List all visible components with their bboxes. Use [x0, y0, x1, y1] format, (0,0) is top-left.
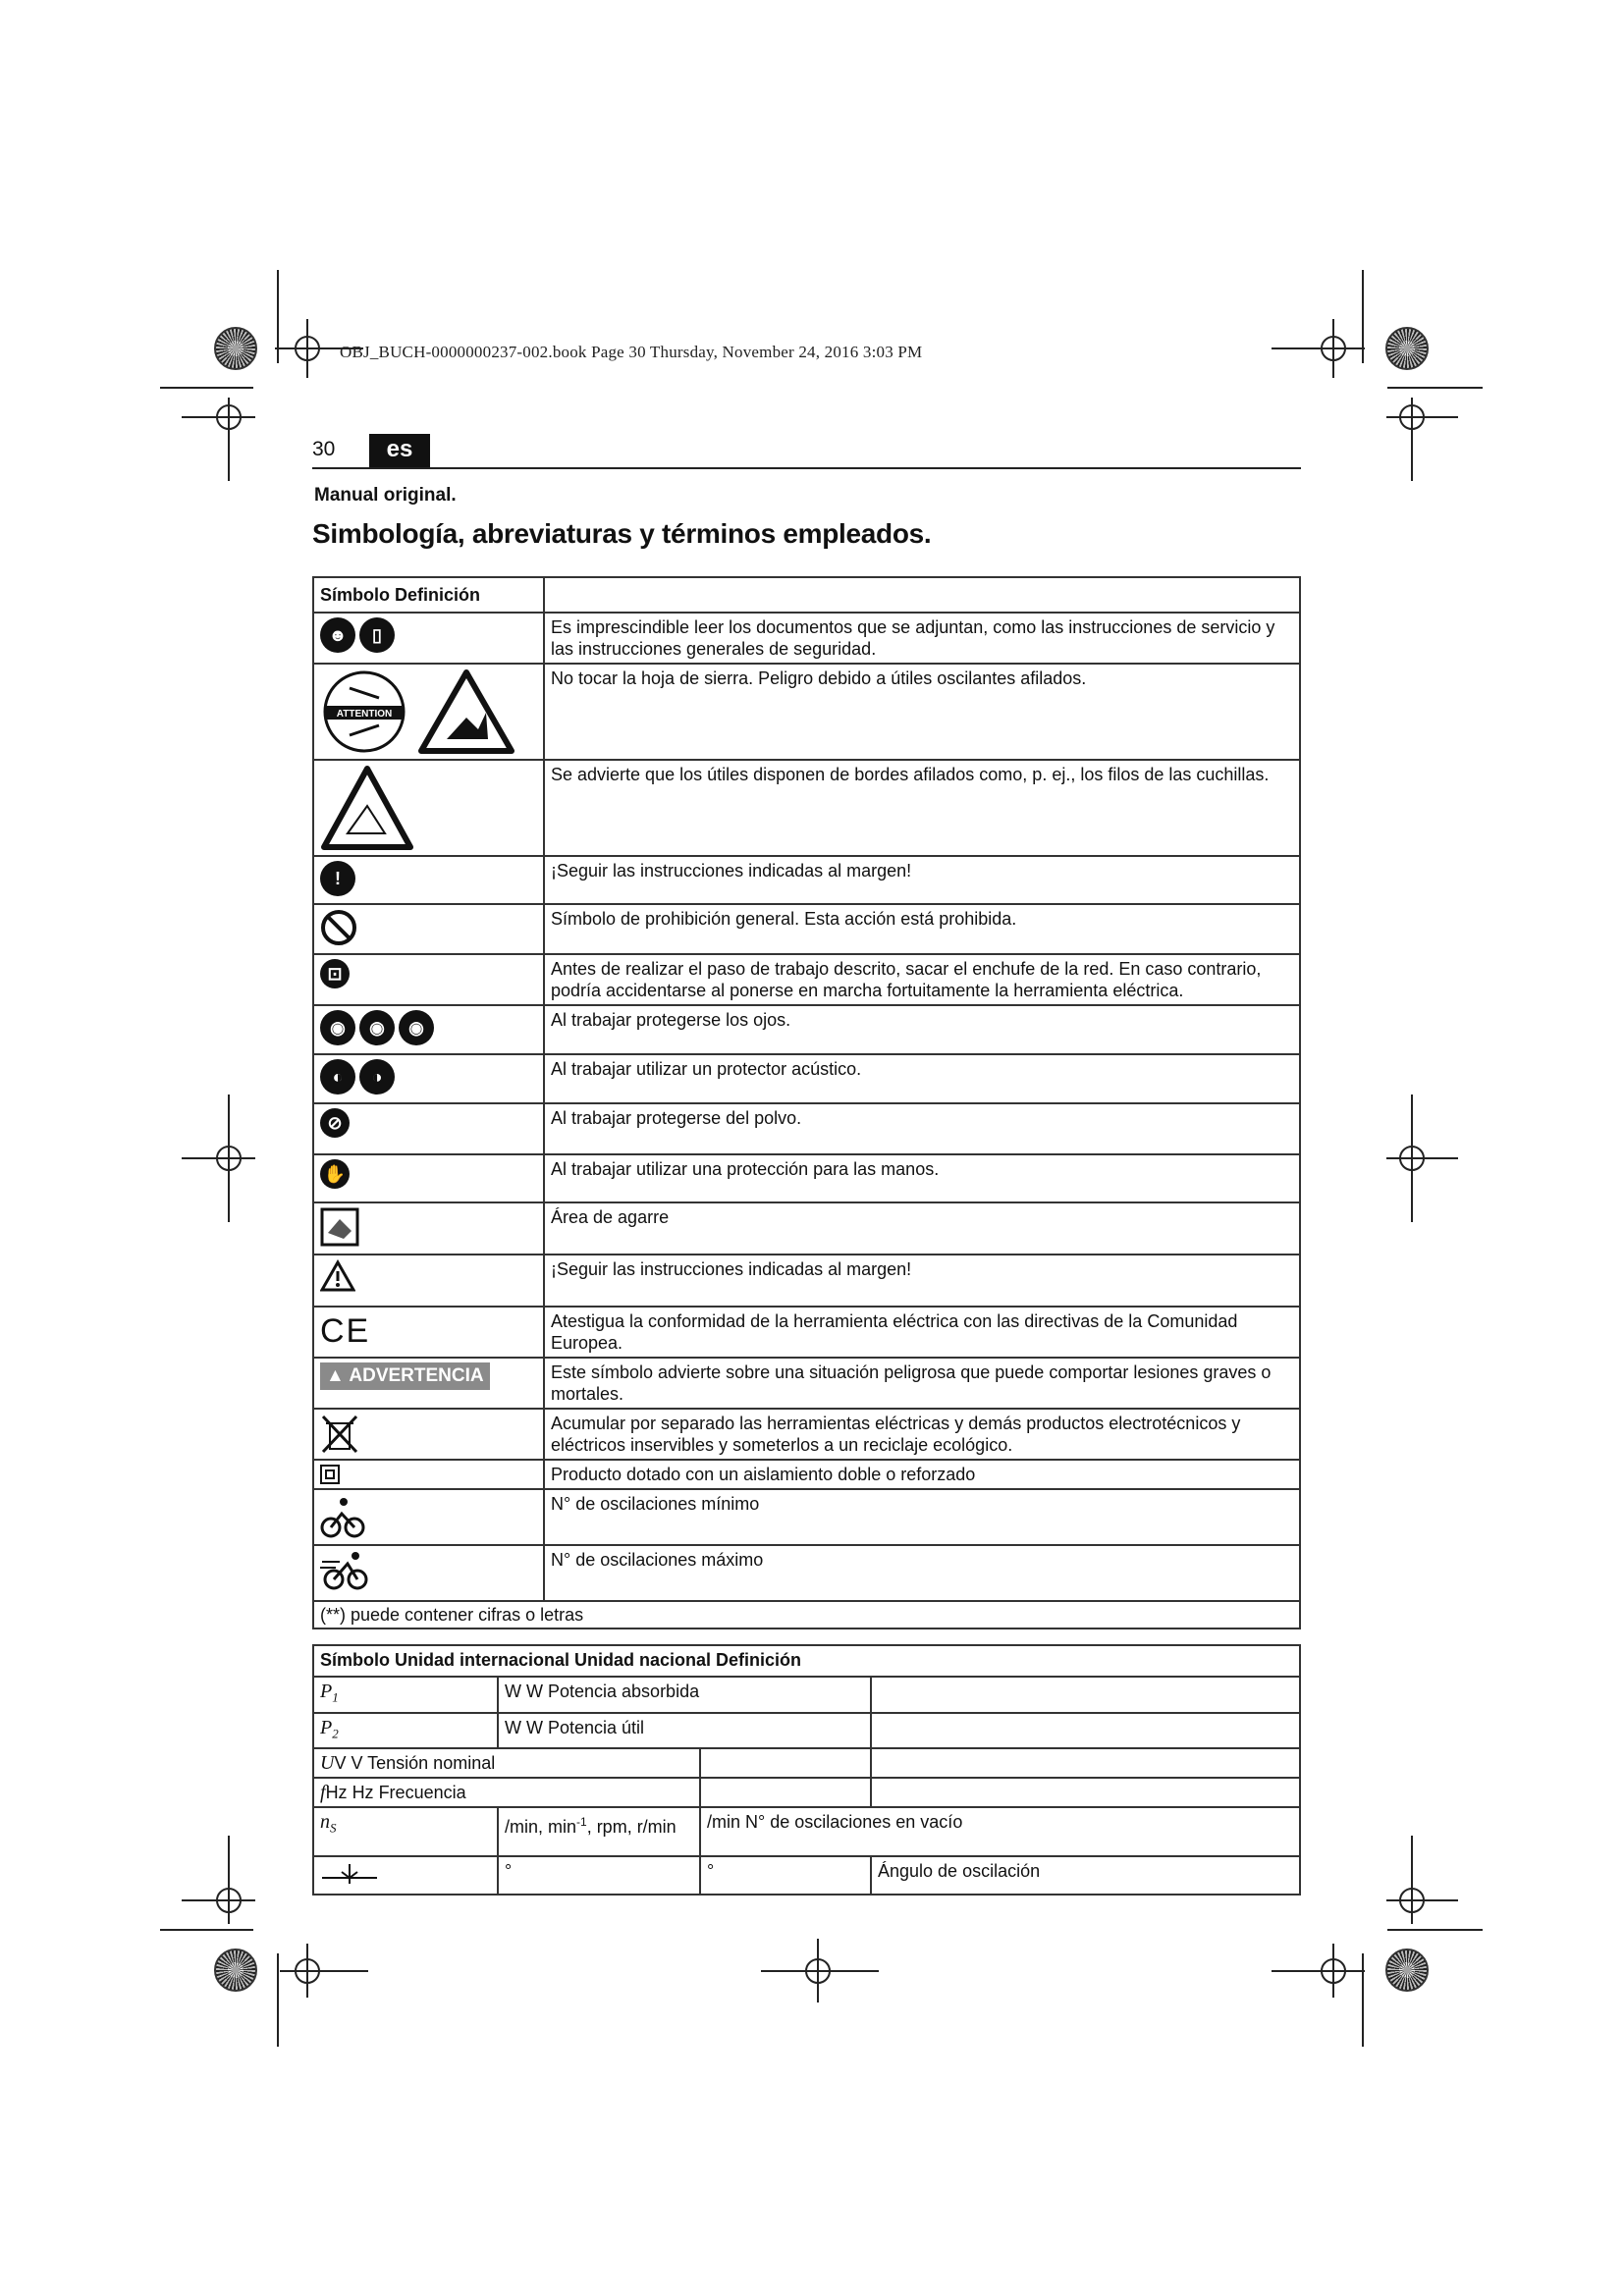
print-header: OBJ_BUCH-0000000237-002.book Page 30 Thursday, November 24, 2016 3:03 PM	[340, 343, 923, 361]
table-row: $n_S$ /min, $\min^{-1}$, rpm, r/min /min N° de oscilaciones en vacío	[313, 1807, 1300, 1856]
unplug-icon: ⊡	[313, 954, 544, 1005]
double-insulation-icon	[313, 1460, 544, 1489]
page-number: 30	[312, 438, 336, 460]
table-row: ¡Seguir las instrucciones indicadas al margen!	[313, 1255, 1300, 1307]
exclamation-icon: !	[313, 856, 544, 904]
page-title: Simbología, abreviaturas y términos empleados.	[312, 518, 932, 549]
cut-hazard-icon	[417, 668, 515, 755]
fast-cyclist-icon	[313, 1545, 544, 1601]
table-row: ◉ ◉ ◉ Al trabajar protegerse los ojos.	[313, 1005, 1300, 1054]
gloves-icon: ✋	[313, 1154, 544, 1202]
units-table	[312, 1644, 1301, 1896]
ce-mark-icon: CE	[313, 1307, 544, 1358]
table-row: $P_1$ W W Potencia absorbida	[313, 1677, 1300, 1713]
table-row: ⊡ Antes de realizar el paso de trabajo descrito, sacar el enchufe de la red. En caso contrario, podría accidentarse al ponerse en marcha fortuitamente la herramienta eléctrica.	[313, 954, 1300, 1005]
slow-cyclist-icon	[313, 1489, 544, 1545]
table-row: ✋ Al trabajar utilizar una protección para las manos.	[313, 1154, 1300, 1202]
language-badge: es	[369, 434, 430, 467]
table-footnote-row	[313, 1601, 1300, 1629]
table-row: N° de oscilaciones máximo	[313, 1545, 1300, 1601]
advertencia-label: ▲ ADVERTENCIA	[313, 1358, 544, 1409]
table-row: Símbolo de prohibición general. Esta acción está prohibida.	[313, 904, 1300, 954]
sharp-edge-warning-icon	[313, 760, 544, 856]
prohibition-icon	[313, 904, 544, 954]
read-manual-icons: ☻ ▯	[313, 613, 544, 664]
attention-icon	[320, 668, 408, 755]
eye-protection-icons: ◉ ◉ ◉	[313, 1005, 544, 1054]
table-row: ° ° Ángulo de oscilación	[313, 1856, 1300, 1895]
attention-blade-icons	[313, 664, 544, 760]
table-row: ◐ ◑ Al trabajar utilizar un protector acústico.	[313, 1054, 1300, 1103]
table-row: N° de oscilaciones mínimo	[313, 1489, 1300, 1545]
table-row: ! ¡Seguir las instrucciones indicadas al margen!	[313, 856, 1300, 904]
symbols-table	[312, 576, 1301, 1629]
table-row: CE Atestigua la conformidad de la herramienta eléctrica con las directivas de la Comunidad Europea.	[313, 1307, 1300, 1358]
header-rule	[312, 467, 1301, 469]
table-row: $P_2$ W W Potencia útil	[313, 1713, 1300, 1749]
symbols-table-header: Símbolo Definición	[313, 577, 544, 613]
table-row: Acumular por separado las herramientas eléctricas y demás productos electrotécnicos y eléctricos inservibles y someterlos a un reciclaje ecológico.	[313, 1409, 1300, 1460]
dust-mask-icon: ⊘	[313, 1103, 544, 1154]
table-row: ⊘ Al trabajar protegerse del polvo.	[313, 1103, 1300, 1154]
svg-text:ATTENTION: ATTENTION	[336, 709, 393, 720]
units-table-header: Símbolo Unidad internacional Unidad nacional Definición	[313, 1645, 1300, 1677]
table-row: ATTENTION No tocar la hoja de sierra. Peligro debido a útiles oscilantes afilados.	[313, 664, 1300, 760]
table-row: ▲ ADVERTENCIA Este símbolo advierte sobre una situación peligrosa que puede comportar lesiones graves o mortales.	[313, 1358, 1300, 1409]
table-row: fHz Hz Frecuencia	[313, 1778, 1300, 1807]
grip-area-icon	[313, 1202, 544, 1255]
table-row: Área de agarre	[313, 1202, 1300, 1255]
oscillation-angle-icon	[313, 1856, 498, 1895]
table-row: UV V Tensión nominal	[313, 1748, 1300, 1778]
warning-triangle-icon	[313, 1255, 544, 1307]
table-row: ☻ ▯ Es imprescindible leer los documentos que se adjuntan, como las instrucciones de servicio y las instrucciones generales de seguridad.	[313, 613, 1300, 664]
subtitle: Manual original.	[314, 485, 457, 506]
table-row: Producto dotado con un aislamiento doble o reforzado	[313, 1460, 1300, 1489]
weee-bin-icon	[313, 1409, 544, 1460]
ear-protection-icons: ◐ ◑	[313, 1054, 544, 1103]
table-row: Se advierte que los útiles disponen de bordes afilados como, p. ej., los filos de las cuchillas.	[313, 760, 1300, 856]
footnote: (**) puede contener cifras o letras	[313, 1601, 1300, 1629]
